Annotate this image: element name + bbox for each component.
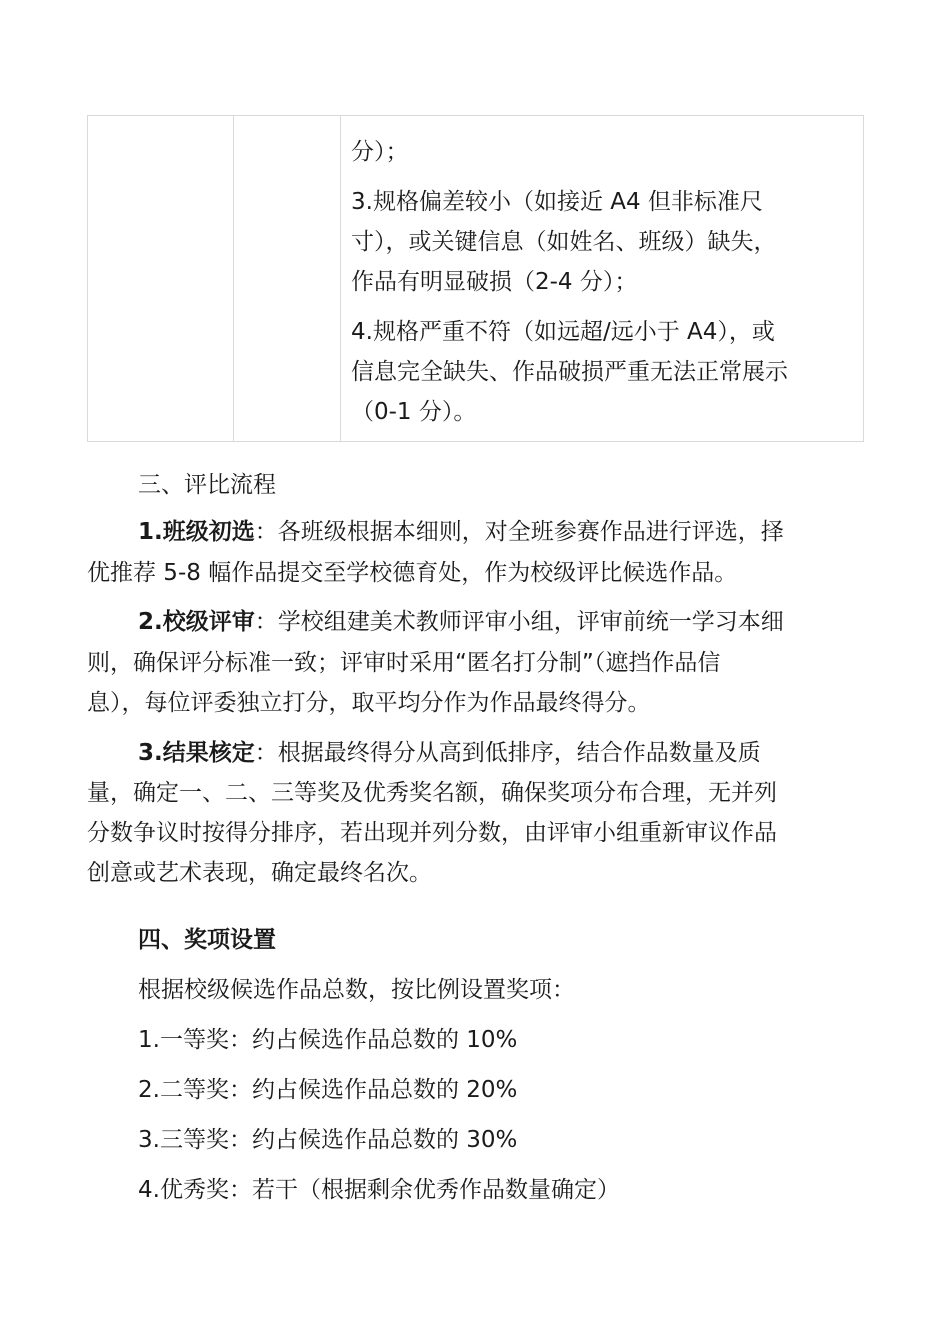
table-cell-empty-1 (88, 116, 234, 441)
step2-rest: 则，确保评分标准一致；评审时采用“匿名打分制”（遮挡作品信 息），每位评委独立打分，取平均分作为作品最终得分。 (87, 650, 721, 716)
table-cell-empty-2 (234, 116, 341, 441)
award-item-4: 4.优秀奖：若干（根据剩余优秀作品数量确定） (138, 1177, 620, 1203)
criteria-item-4: 4.规格严重不符（如远超/远小于 A4），或 信息完全缺失、作品破损严重无法正常展示 （0-1 分）。 (351, 319, 788, 425)
section4-intro: 根据校级候选作品总数，按比例设置奖项： (138, 977, 575, 1003)
table-cell-criteria (341, 116, 863, 441)
step2-first-line (138, 602, 918, 642)
criteria-line-continuation: 分）； (351, 139, 409, 165)
criteria-item-3: 3.规格偏差较小（如接近 A4 但非标准尺 寸），或关键信息（如姓名、班级）缺失， 作品有明显破损（2-4 分）； (351, 189, 777, 295)
step2-label: 2.校级评审 (138, 609, 255, 635)
section3-heading: 三、评比流程 (138, 472, 276, 498)
award-item-1: 1.一等奖：约占候选作品总数的 10% (138, 1027, 518, 1053)
step1-first-line (138, 512, 918, 552)
award-item-3: 3.三等奖：约占候选作品总数的 30% (138, 1127, 518, 1153)
award-item-2: 2.二等奖：约占候选作品总数的 20% (138, 1077, 518, 1103)
step1-text: ：各班级根据本细则，对全班参赛作品进行评选，择 (254, 519, 784, 545)
step3-first-line (138, 733, 918, 773)
criteria-table (87, 115, 864, 442)
step3-rest: 量，确定一、二、三等奖及优秀奖名额，确保奖项分布合理，无并列 分数争议时按得分排序，若出现并列分数，由评审小组重新审议作品 创意或艺术表现，确定最终名次。 (87, 780, 777, 886)
step1-label: 1.班级初选 (138, 519, 255, 545)
step3-text: ：根据最终得分从高到低排序，结合作品数量及质 (254, 740, 761, 766)
step2-text: ：学校组建美术教师评审小组，评审前统一学习本细 (254, 609, 784, 635)
section4-heading: 四、奖项设置 (138, 927, 276, 953)
step1-rest: 优推荐 5-8 幅作品提交至学校德育处，作为校级评比候选作品。 (87, 560, 738, 586)
step3-label: 3.结果核定 (138, 740, 255, 766)
